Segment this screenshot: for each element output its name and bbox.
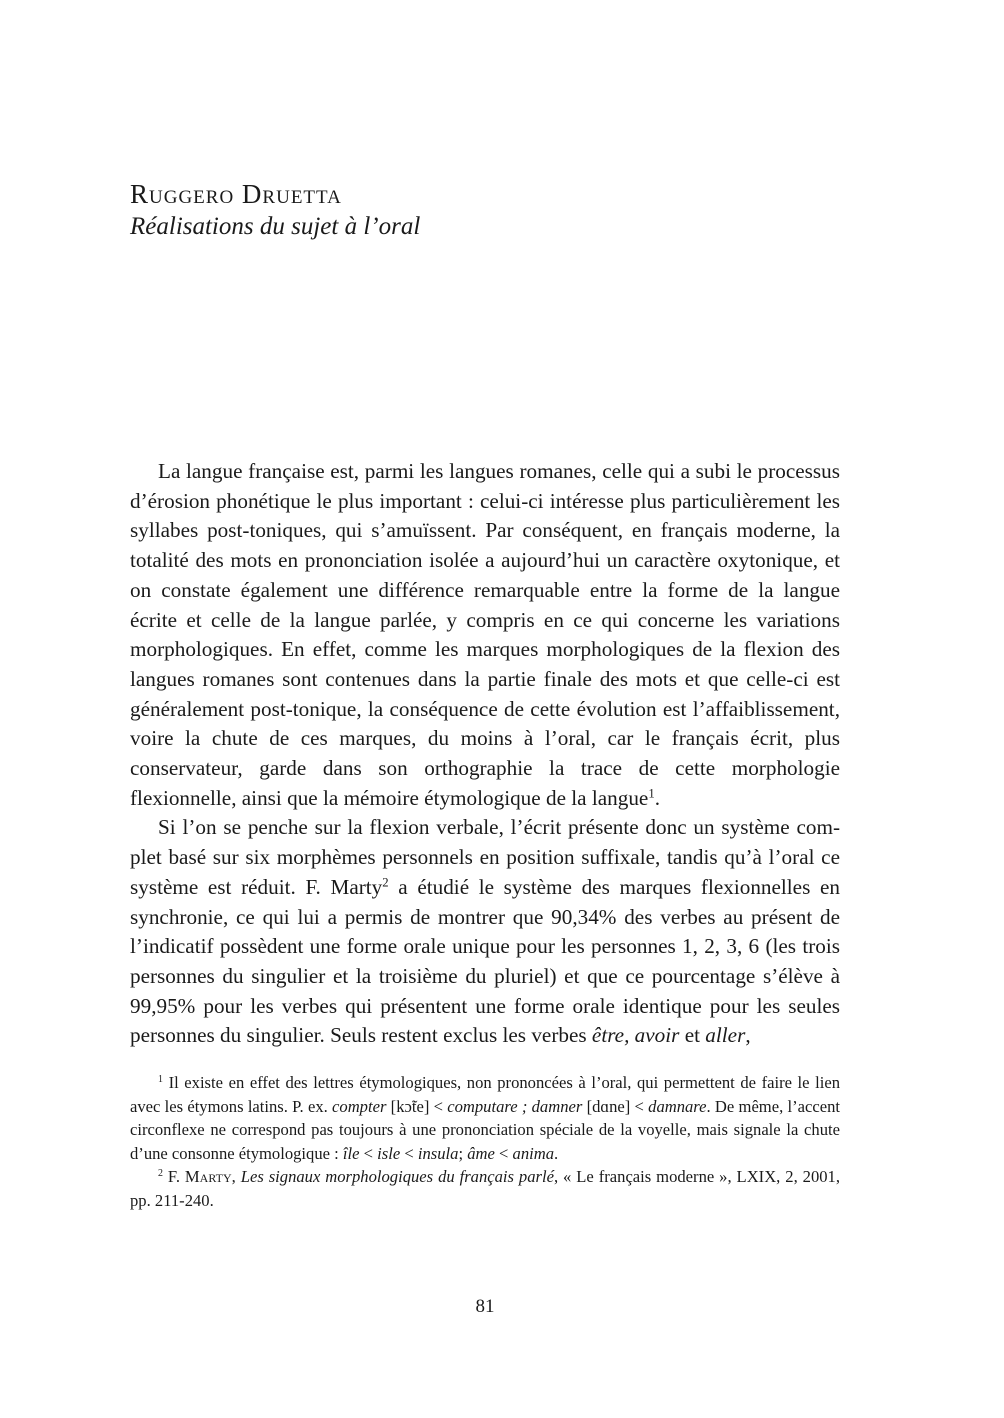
footnote-author: Marty — [184, 1167, 232, 1187]
footnote-reference[interactable]: 2 — [382, 875, 389, 890]
body-text — [130, 457, 840, 1051]
footnote-number: 1 — [158, 1074, 163, 1086]
paragraph-text: , — [745, 1023, 751, 1048]
page-number: 81 — [475, 1296, 495, 1317]
paragraph-text: . — [654, 785, 660, 810]
footnote-text: [dɑne] < — [582, 1096, 649, 1116]
footnote-text: [kɔ̃te] < — [386, 1096, 448, 1116]
footnote-2 — [130, 1165, 840, 1212]
footnotes — [130, 1071, 840, 1213]
footnote-text: . — [554, 1143, 559, 1163]
paragraph-text: La langue française est, parmi les langues romanes, celle qui a subi le processus d’érosion phonétique le plus important : celui-ci intéresse plus particulièrement les syllabes post-toniques, qui s’amuïssent. Par conséquent, en français moderne, la totalité des mots en prononciation isolée a aujourd’hui un caractère oxytonique, et on constate également une différence remarquable entre la forme de la langue écrite et celle de la langue parlée, y compris en ce qui concerne les variations morphologiques. En effet, comme les marques morphologiques de la flexion des langues romanes sont contenues dans la partie finale des mots et que celle-ci est généralement post-tonique, la conséquence de cette évolution est l’affaiblissement, voire la chute de ces marques, du moins à l’oral, car le français écrit, plus conservateur, garde dans son orthographie la trace de cette morphologie flexionnelle, ainsi que la mémoire étymologique de la langue — [130, 459, 840, 810]
body-paragraph — [130, 813, 840, 1051]
footnote-text: . De même, l’accent circonflexe ne correspond pas toujours à une prononciation spéciale de la voyelle, mais signale la chute d’une consonne étymologique : — [130, 1096, 840, 1163]
article-title: Réalisations du sujet à l’oral — [130, 213, 421, 240]
footnote-text: F. — [162, 1167, 185, 1187]
footnote-italic: compter — [332, 1096, 387, 1116]
footnote-reference[interactable]: 1 — [648, 786, 655, 801]
footnote-text: < — [359, 1143, 378, 1163]
footnote-italic: isle — [377, 1143, 401, 1163]
footnote-number: 2 — [158, 1168, 163, 1180]
italic-verb: aller — [705, 1023, 746, 1048]
footnote-italic: âme — [467, 1143, 495, 1163]
paragraph-text: Si l’on se penche sur la flexion verbale, l’écrit présente donc un système complet basé sur six morphèmes personnels en position suffixale, tandis qu’à l’oral ce système est réduit. F. Marty — [130, 815, 840, 899]
footnote-text: < — [400, 1143, 418, 1163]
footnote-book-title: Les signaux morphologiques du français parlé — [240, 1167, 554, 1187]
body-paragraph — [130, 457, 840, 813]
footnote-text: ; — [458, 1143, 468, 1163]
footnote-italic: damnare — [648, 1096, 707, 1116]
footnote-italic: insula — [417, 1143, 459, 1163]
footnote-text: Il existe en effet des lettres étymologiques, non prononcées à l’oral, qui permettent de faire le lien avec les étymons latins. P. ex. — [130, 1073, 840, 1116]
footnote-text: , « Le français moderne », LXIX, 2, 2001, pp. 211-240. — [130, 1167, 840, 1210]
footnote-italic: anima — [512, 1143, 555, 1163]
document-page — [130, 0, 840, 1418]
paragraph-text: a étudié le système des marques flexionnelles en synchronie, ce qui lui a permis de montrer que 90,34% des verbes au présent de l’indicatif possèdent une forme orale unique pour les personnes 1, 2, 3, 6 (les trois personnes du singulier et la troisième du pluriel) et que ce pourcentage s’élève à 99,95% pour les verbes qui présentent une forme orale identique pour les seules personnes du singulier. Seuls restent exclus les verbes — [130, 874, 840, 1048]
footnote-italic: île — [342, 1143, 360, 1163]
footnote-text: , — [231, 1167, 241, 1187]
footnote-text: < — [494, 1143, 513, 1163]
footnote-1 — [130, 1071, 840, 1165]
footnote-italic: computare ; damner — [447, 1096, 583, 1116]
paragraph-text: et — [679, 1023, 706, 1048]
italic-verbs: être, avoir — [591, 1023, 680, 1048]
author-name: Ruggero Druetta — [130, 179, 342, 209]
